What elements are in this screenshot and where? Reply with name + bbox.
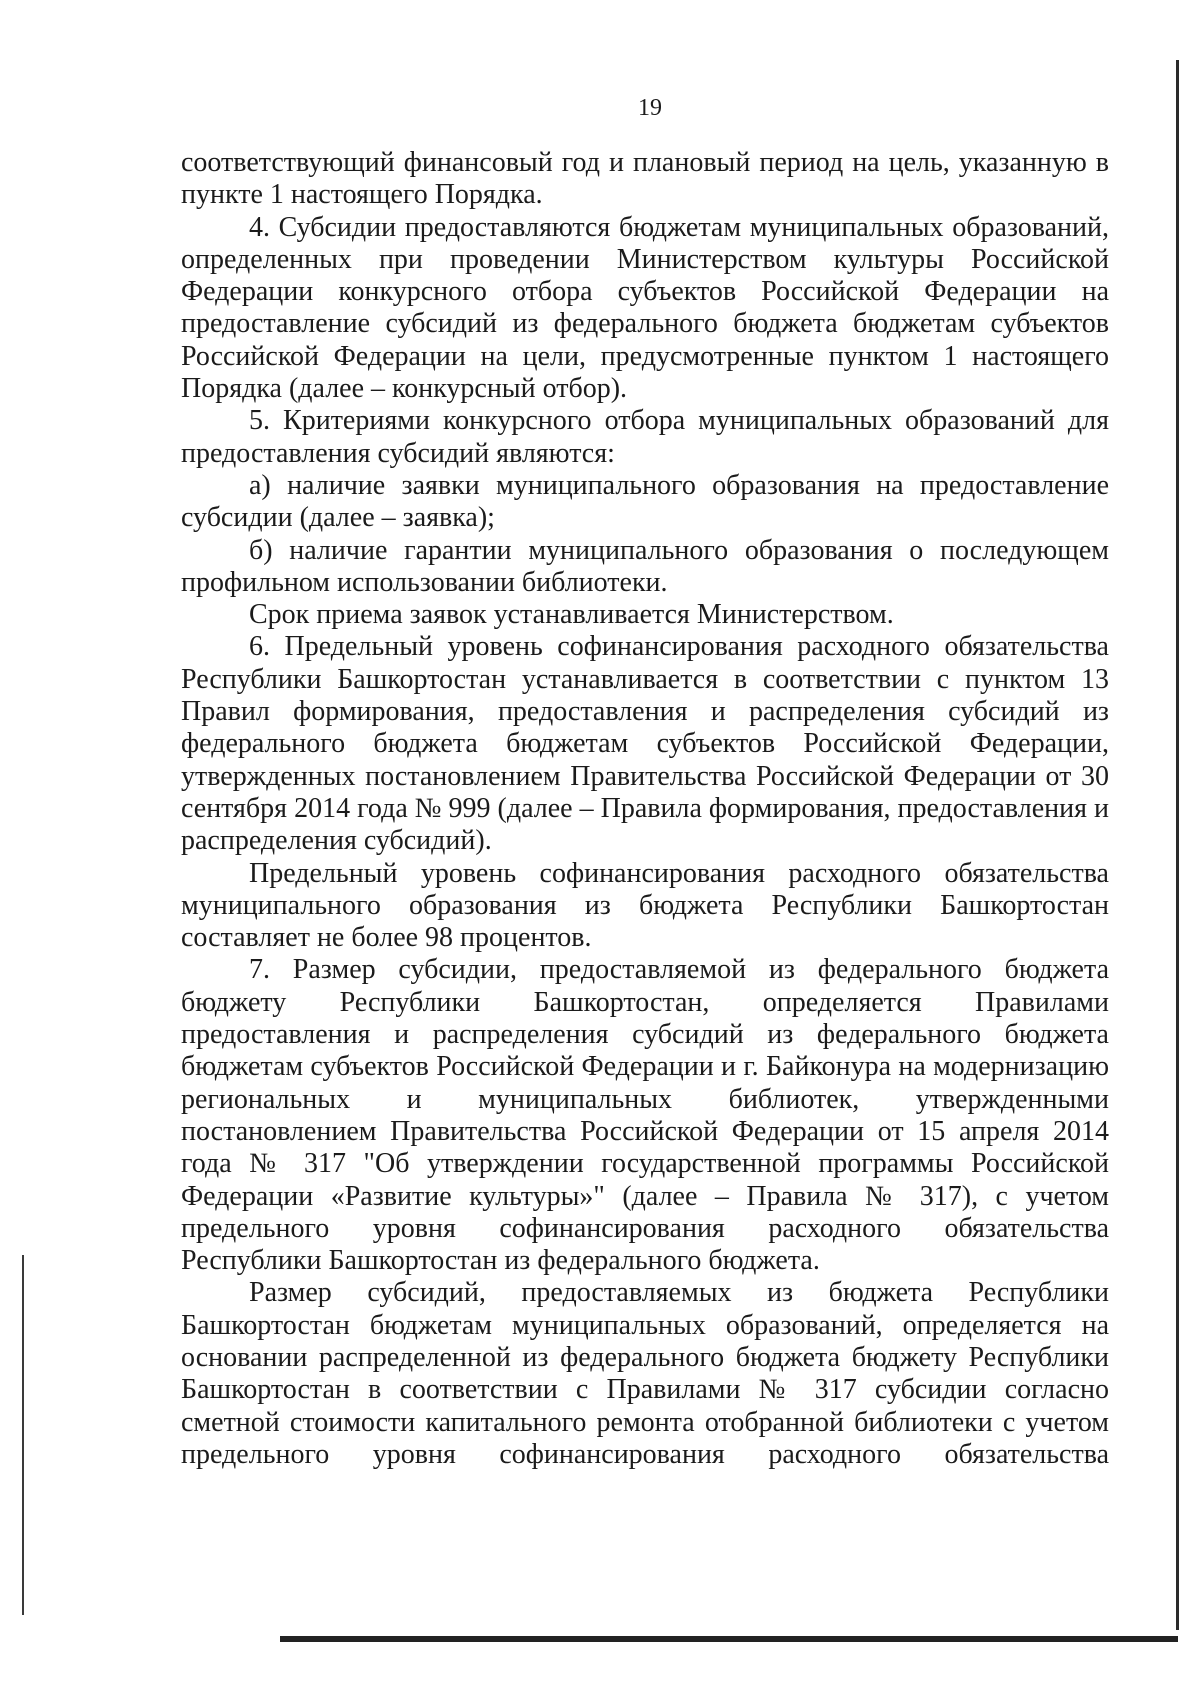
- paragraph-item-4: 4. Субсидии предоставляются бюджетам муниципальных образований, определенных при проведении Министерством культуры Российской Федерации конкурсного отбора субъектов Российской Федерации на предоставление субсидий из федерального бюджета бюджетам субъектов Российской Федерации на цели, предусмотренные пунктом 1 настоящего Порядка (далее – конкурсный отбор).: [181, 211, 1109, 405]
- paragraph-application-deadline: Срок приема заявок устанавливается Министерством.: [249, 599, 894, 631]
- paragraph-cofinancing-level: Предельный уровень софинансирования расходного обязательства муниципального образования из бюджета Республики Башкортостан составляет не более 98 процентов.: [181, 857, 1109, 954]
- paragraph-continuation: соответствующий финансовый год и плановый период на цель, указанную в пункте 1 настоящего Порядка.: [181, 147, 1109, 211]
- scan-edge-bottom: [280, 1636, 1178, 1642]
- paragraph-subsidy-amount: Размер субсидий, предоставляемых из бюджета Республики Башкортостан бюджетам муниципальных образований, определяется на основании распределенной из федерального бюджета бюджету Республики Башкортостан в соответствии с Правилами № 317 субсидии согласно сметной стоимости капитального ремонта отобранной библиотеки с учетом предельного уровня софинансирования расходного обязательства: [181, 1277, 1109, 1470]
- scan-edge-left: [22, 1255, 24, 1615]
- paragraph-item-5: 5. Критериями конкурсного отбора муниципальных образований для предоставления субсидий являются:: [181, 405, 1109, 469]
- paragraph-item-7: 7. Размер субсидии, предоставляемой из федерального бюджета бюджету Республики Башкортостан, определяется Правилами предоставления и распределения субсидий из федерального бюджета бюджетам субъектов Российской Федерации и г. Байконура на модернизацию региональных и муниципальных библиотек, утвержденными постановлением Правительства Российской Федерации от 15 апреля 2014 года № 317 "Об утверждении государственной программы Российской Федерации «Развитие культуры»" (далее – Правила № 317), с учетом предельного уровня софинансирования расходного обязательства Республики Башкортостан из федерального бюджета.: [181, 954, 1109, 1277]
- document-body: [181, 147, 1109, 1471]
- page-number: 19: [638, 95, 662, 121]
- paragraph-item-6: 6. Предельный уровень софинансирования расходного обязательства Республики Башкортостан устанавливается в соответствии с пунктом 13 Правил формирования, предоставления и распределения субсидий из федерального бюджета бюджетам субъектов Российской Федерации, утвержденных постановлением Правительства Российской Федерации от 30 сентября 2014 года № 999 (далее – Правила формирования, предоставления и распределения субсидий).: [181, 631, 1109, 857]
- scan-edge-right: [1176, 60, 1179, 1630]
- paragraph-criterion-a: а) наличие заявки муниципального образования на предоставление субсидии (далее – заявка);: [181, 469, 1109, 534]
- paragraph-criterion-b: б) наличие гарантии муниципального образования о последующем профильном использовании библиотеки.: [181, 534, 1109, 598]
